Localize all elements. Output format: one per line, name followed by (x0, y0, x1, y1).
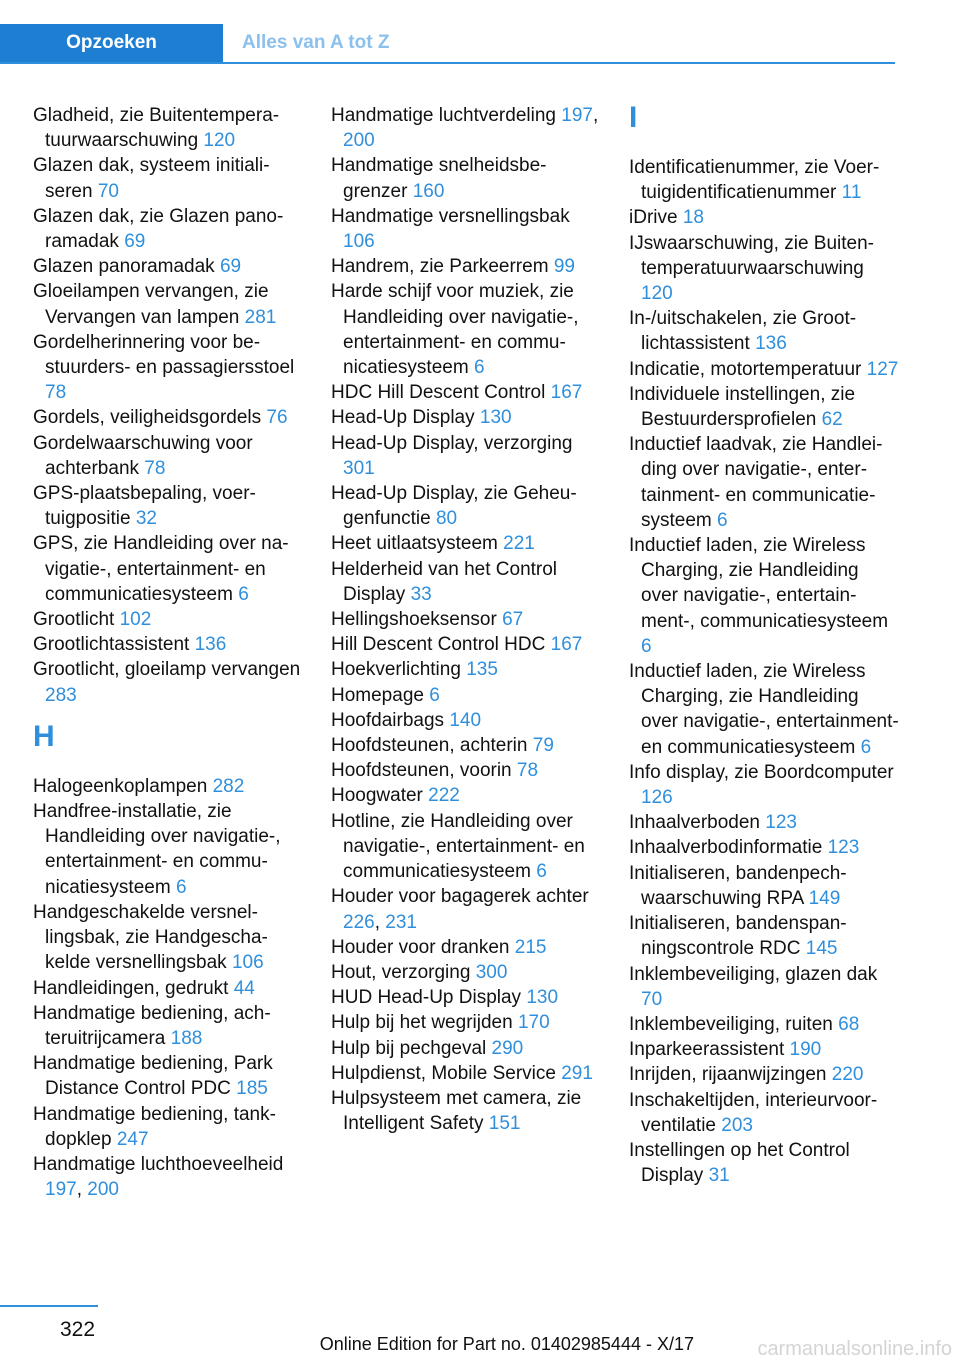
page-link[interactable]: 78 (516, 760, 539, 782)
page-link[interactable]: 170 (517, 1012, 550, 1034)
page-link[interactable]: 160 (412, 180, 445, 202)
index-entry (331, 531, 601, 556)
page-link[interactable]: 301 (343, 457, 375, 479)
edition-note: Online Edition for Part no. 01402985444 - X/17 (319, 1334, 694, 1354)
page-link[interactable]: 31 (708, 1165, 730, 1187)
index-entry-text: Hellingshoeksensor (331, 609, 497, 631)
page-link[interactable]: 18 (682, 207, 704, 229)
page-link[interactable]: 106 (343, 231, 375, 253)
index-entry (33, 799, 303, 900)
index-entry-text: Gloeilampen vervangen, zie Vervangen van lampen (33, 281, 269, 328)
index-entry-text: Inrijden, rijaanwijzingen (629, 1064, 827, 1086)
index-entry (33, 1001, 303, 1051)
index-entry (331, 1061, 601, 1086)
tab-alles-van-a-tot-z[interactable]: Alles van A tot Z (242, 32, 390, 53)
index-entry (629, 382, 899, 432)
index-entry-text: Grootlicht (33, 609, 115, 631)
index-entry-text: Head-Up Display, verzorging (331, 432, 573, 454)
index-entry (33, 405, 303, 430)
index-entry (331, 935, 601, 960)
page-link[interactable]: 120 (641, 283, 673, 305)
page-link[interactable]: 197 (561, 105, 593, 126)
page-link[interactable]: 6 (641, 635, 652, 657)
page-link[interactable]: 222 (428, 785, 460, 807)
index-entry-text: HDC Hill Descent Control (331, 382, 546, 404)
index-entry (33, 279, 303, 329)
page-link[interactable]: 33 (410, 583, 432, 605)
index-entry-text: Handmatige bediening, tankdopklep (33, 1103, 276, 1150)
index-entry-text: Heet uitlaatsysteem (331, 533, 498, 555)
page-link[interactable]: 130 (479, 407, 512, 429)
index-entry-text: Handmatige luchtverdeling (331, 105, 556, 126)
index-entry (331, 557, 601, 607)
index-entry (33, 632, 303, 657)
index-entry: Houder voor bagagerek achter 226, 231 (331, 886, 589, 933)
index-entry-text: iDrive (629, 207, 678, 229)
index-entry (331, 632, 601, 657)
index-entry-text: Head-Up Display (331, 407, 475, 429)
page-link[interactable]: 283 (45, 684, 77, 706)
page-link[interactable]: 70 (97, 180, 119, 202)
index-entry-text: Hoofdsteunen, achterin (331, 735, 528, 757)
index-entry (331, 809, 601, 885)
index-entry-text: Glazen dak, zie Glazen panoramadak (33, 205, 284, 253)
index-entry-text: Inparkeerassistent (629, 1039, 785, 1061)
index-entry-text: Houder voor bagagerek achter (331, 886, 589, 908)
index-entry (33, 481, 303, 531)
index-entry-text: Indicatie, motortemperatuur (629, 358, 862, 380)
index-entry (629, 357, 899, 382)
index-entry (33, 1051, 303, 1101)
index-entry (33, 103, 303, 153)
page-link[interactable]: 130 (526, 987, 559, 1009)
index-entry (331, 733, 601, 758)
index-entry-text: Hulp bij het wegrijden (331, 1012, 513, 1034)
index-entry (331, 607, 601, 632)
page-link[interactable]: 127 (866, 358, 899, 380)
index-entry-text: Handgeschakelde versnellingsbak, zie Handgeschakelde versnellingsbak (33, 901, 268, 974)
index-entry-text: Initialiseren, bandenpechwaarschuwing RPA (629, 862, 847, 909)
index-entry-text: Handmatige bediening, Park Distance Control PDC (33, 1053, 273, 1100)
index-entry-text: Homepage (331, 684, 424, 706)
tab-opzoeken[interactable]: Opzoeken (0, 24, 223, 62)
index-entry (629, 911, 899, 961)
page-link[interactable]: 231 (385, 911, 417, 933)
index-entry (33, 204, 303, 254)
index-entry-text: Inhaalverboden (629, 812, 760, 834)
index-entry-text: Inklembeveiliging, glazen dak (629, 963, 878, 985)
page-link[interactable]: 78 (144, 457, 166, 479)
page-link[interactable]: 6 (238, 583, 249, 605)
index-entry-text: Hulp bij pechgeval (331, 1037, 487, 1059)
index-entry-text: Hulpdienst, Mobile Service (331, 1062, 556, 1084)
index-column-3 (629, 103, 899, 1188)
index-entry-text: Instellingen op het Control Display (629, 1139, 850, 1187)
index-entry (33, 607, 303, 632)
index-entry (629, 835, 899, 860)
page-link[interactable]: 123 (765, 812, 797, 834)
index-entry-text: Handmatige versnellingsbak (331, 205, 570, 227)
index-entry-text: Hulpsysteem met camera, zie Intelligent Safety (331, 1087, 582, 1135)
index-entry-text: Gladheid, zie Buitentemperatuurwaarschuwing (33, 105, 280, 152)
index-entry (331, 254, 601, 279)
index-entry-text: GPS, zie Handleiding over navigatie-, entertainment- en communicatiesysteem (33, 533, 289, 605)
index-entry-text: Hoogwater (331, 785, 423, 807)
index-entry (331, 960, 601, 985)
page-link[interactable]: 145 (805, 938, 838, 960)
index-entry: Handmatige luchtverdeling 197, 200 (331, 105, 599, 152)
page-link[interactable]: 188 (170, 1027, 203, 1049)
page-link[interactable]: 106 (231, 952, 264, 974)
index-entry (331, 405, 601, 430)
index-entry (629, 155, 899, 205)
page-link[interactable]: 6 (536, 861, 547, 883)
page-link[interactable]: 190 (789, 1039, 822, 1061)
page-link[interactable]: 221 (503, 533, 535, 555)
index-entry-text: Hoofdsteunen, voorin (331, 760, 512, 782)
page-link[interactable]: 215 (514, 936, 547, 958)
index-entry-text: Grootlicht, gloeilamp vervangen (33, 659, 301, 681)
page-link[interactable]: 6 (717, 509, 728, 531)
page-link[interactable]: 140 (449, 709, 482, 731)
page-link[interactable]: 197 (45, 1179, 77, 1201)
page-link[interactable]: 69 (219, 256, 242, 278)
index-entry-text: Info display, zie Boordcomputer (629, 761, 894, 783)
index-entry (33, 657, 303, 707)
index-entry (629, 861, 899, 911)
page-link[interactable]: 291 (561, 1062, 593, 1084)
index-entry (331, 1010, 601, 1035)
page-link[interactable]: 78 (45, 382, 67, 404)
index-entry-text: Hoekverlichting (331, 659, 461, 681)
page-link[interactable]: 126 (641, 787, 673, 809)
page-link[interactable]: 76 (266, 407, 288, 429)
index-entry (629, 1037, 899, 1062)
index-entry (331, 708, 601, 733)
index-entry-text: Glazen panoramadak (33, 256, 215, 278)
page-link[interactable]: 102 (119, 609, 152, 631)
index-entry-text: Head-Up Display, zie Geheugenfunctie (331, 483, 577, 530)
index-entry (331, 1036, 601, 1061)
index-entry (331, 380, 601, 405)
index-entry (331, 758, 601, 783)
page-link[interactable]: 282 (212, 775, 245, 797)
index-column-2 (331, 103, 601, 1136)
page-link[interactable]: 123 (827, 837, 860, 859)
index-entry (33, 153, 303, 203)
page-link[interactable]: 149 (808, 887, 841, 909)
index-entry (331, 481, 601, 531)
page-link[interactable]: 79 (532, 735, 554, 757)
page-link[interactable]: 32 (135, 508, 157, 530)
page-link[interactable]: 167 (550, 382, 583, 404)
index-entry-text: Inductief laadvak, zie Handleiding over navigatie-, entertainment- en communicatiesysteem (629, 434, 883, 531)
page-link[interactable]: 62 (821, 409, 843, 431)
index-column-1 (33, 103, 303, 1202)
page-link[interactable]: 226 (343, 911, 375, 933)
page-link[interactable]: 220 (831, 1064, 864, 1086)
page-link[interactable]: 200 (87, 1179, 119, 1201)
index-entry (331, 153, 601, 203)
index-entry-text: Helderheid van het Control Display (331, 558, 558, 605)
index-entry-text: Handmatige snelheidsbegrenzer (331, 155, 547, 202)
footer-divider (0, 1305, 98, 1307)
index-entry-text: Inklembeveiliging, ruiten (629, 1013, 833, 1035)
page-link[interactable]: 80 (435, 508, 458, 530)
index-entry (33, 330, 303, 406)
index-entry (629, 1138, 899, 1188)
index-entry-text: Glazen dak, systeem initialiseren (33, 155, 270, 202)
page-link[interactable]: 136 (755, 333, 787, 355)
index-entry (331, 204, 601, 254)
index-entry (331, 279, 601, 380)
page-link[interactable]: 11 (841, 182, 862, 204)
index-entry (33, 900, 303, 976)
index-entry (331, 431, 601, 481)
index-entry (33, 1102, 303, 1152)
index-entry (629, 205, 899, 230)
index-entry-text: Houder voor dranken (331, 936, 510, 958)
index-entry (629, 306, 899, 356)
page-link[interactable]: 300 (475, 961, 508, 983)
index-entry-text: Gordelherinnering voor bestuurders- en passagiersstoel (33, 331, 295, 379)
index-entry-text: Handrem, zie Parkeerrem (331, 256, 549, 278)
index-entry-text: Handmatige luchthoeveelheid (33, 1153, 284, 1175)
index-entry-text: Hoofdairbags (331, 709, 445, 731)
page-link[interactable]: 6 (860, 736, 872, 758)
index-entry: Handmatige luchthoeveelheid 197, 200 (33, 1153, 284, 1201)
page-link[interactable]: 68 (838, 1013, 860, 1035)
page-link[interactable]: 247 (116, 1128, 149, 1150)
page-link[interactable]: 203 (721, 1114, 753, 1136)
index-entry-text: Grootlichtassistent (33, 634, 190, 656)
index-entry (331, 985, 601, 1010)
index-entry (33, 431, 303, 481)
index-entry (33, 774, 303, 799)
index-entry-text: Inductief laden, zie Wireless Charging, zie Handleiding over navigatie-, entertainment-, communicatiesysteem (629, 535, 889, 632)
page-link[interactable]: 281 (244, 306, 277, 328)
index-entry (629, 760, 899, 810)
page-link[interactable]: 6 (473, 357, 485, 379)
index-entry-text: Gordelwaarschuwing voor achterbank (33, 432, 253, 479)
page-link[interactable]: 135 (466, 659, 498, 681)
page-link[interactable]: 70 (641, 988, 663, 1010)
index-entry-text: Gordels, veiligheidsgordels (33, 407, 262, 429)
index-letter-heading: H (33, 719, 55, 753)
index-entry (33, 976, 303, 1001)
index-entry-text: Inductief laden, zie Wireless Charging, zie Handleiding over navigatie-, entertainment- en communicatiesysteem (629, 661, 899, 758)
index-entry-text: Harde schijf voor muziek, zie Handleiding over navigatie-, entertainment- en communicatiesysteem (331, 281, 579, 379)
index-entry-text: Identificatienummer, zie Voertuigidentificatienummer (629, 157, 880, 204)
page-link[interactable]: 185 (236, 1078, 268, 1100)
page-link[interactable]: 67 (502, 609, 524, 631)
index-entry (331, 657, 601, 682)
index-entry-text: In-/uitschakelen, zie Grootlichtassistent (629, 308, 857, 355)
tab-bar (0, 24, 895, 64)
index-entry (33, 531, 303, 607)
page-link[interactable]: 200 (343, 130, 375, 152)
page-link[interactable]: 136 (194, 634, 227, 656)
index-entry (629, 1088, 899, 1138)
page-link[interactable]: 167 (550, 634, 583, 656)
page-link[interactable]: 6 (429, 684, 440, 706)
index-entry (629, 1012, 899, 1037)
index-entry (629, 533, 899, 659)
page-link[interactable]: 290 (491, 1037, 524, 1059)
page-link[interactable]: 151 (488, 1113, 521, 1135)
index-entry (331, 783, 601, 808)
index-entry-text: GPS-plaatsbepaling, voertuigpositie (33, 483, 256, 530)
index-entry-text: Inhaalverbodinformatie (629, 837, 823, 859)
page-number: 322 (60, 1318, 96, 1341)
index-entry (629, 432, 899, 533)
index-entry (33, 254, 303, 279)
page-link[interactable]: 6 (175, 876, 187, 898)
index-letter-heading: I (629, 101, 638, 134)
page-link[interactable]: 69 (124, 231, 146, 253)
index-entry-text: HUD Head-Up Display (331, 987, 522, 1009)
index-entry-text: Initialiseren, bandenspanningscontrole RDC (629, 913, 847, 960)
index-entry-text: Inschakeltijden, interieurvoorventilatie (629, 1089, 878, 1136)
page-link[interactable]: 44 (233, 977, 255, 999)
index-entry (629, 659, 899, 760)
index-entry (629, 231, 899, 307)
index-entry-text: IJswaarschuwing, zie Buitentemperatuurwaarschuwing (629, 232, 874, 279)
index-entry-text: Halogeenkoplampen (33, 775, 208, 797)
index-entry-text: Individuele instellingen, zie Bestuurdersprofielen (629, 383, 856, 431)
index-entry-text: Hill Descent Control HDC (331, 634, 546, 656)
index-entry (629, 962, 899, 1012)
index-entry-text: Handmatige bediening, achteruitrijcamera (33, 1002, 271, 1049)
index-entry (629, 810, 899, 835)
page-link[interactable]: 120 (203, 130, 236, 152)
index-entry-text: Hotline, zie Handleiding over navigatie-, entertainment- en communicatiesysteem (331, 810, 585, 883)
index-entry (331, 1086, 601, 1136)
watermark: carmanualsonline.info (757, 1338, 952, 1360)
index-entry-text: Handleidingen, gedrukt (33, 977, 229, 999)
page-link[interactable]: 99 (553, 256, 575, 278)
index-entry-text: Hout, verzorging (331, 961, 471, 983)
index-entry (629, 1062, 899, 1087)
index-entry (331, 683, 601, 708)
index-entry-text: Handfree-installatie, zie Handleiding over navigatie-, entertainment- en communicatiesysteem (33, 801, 281, 898)
